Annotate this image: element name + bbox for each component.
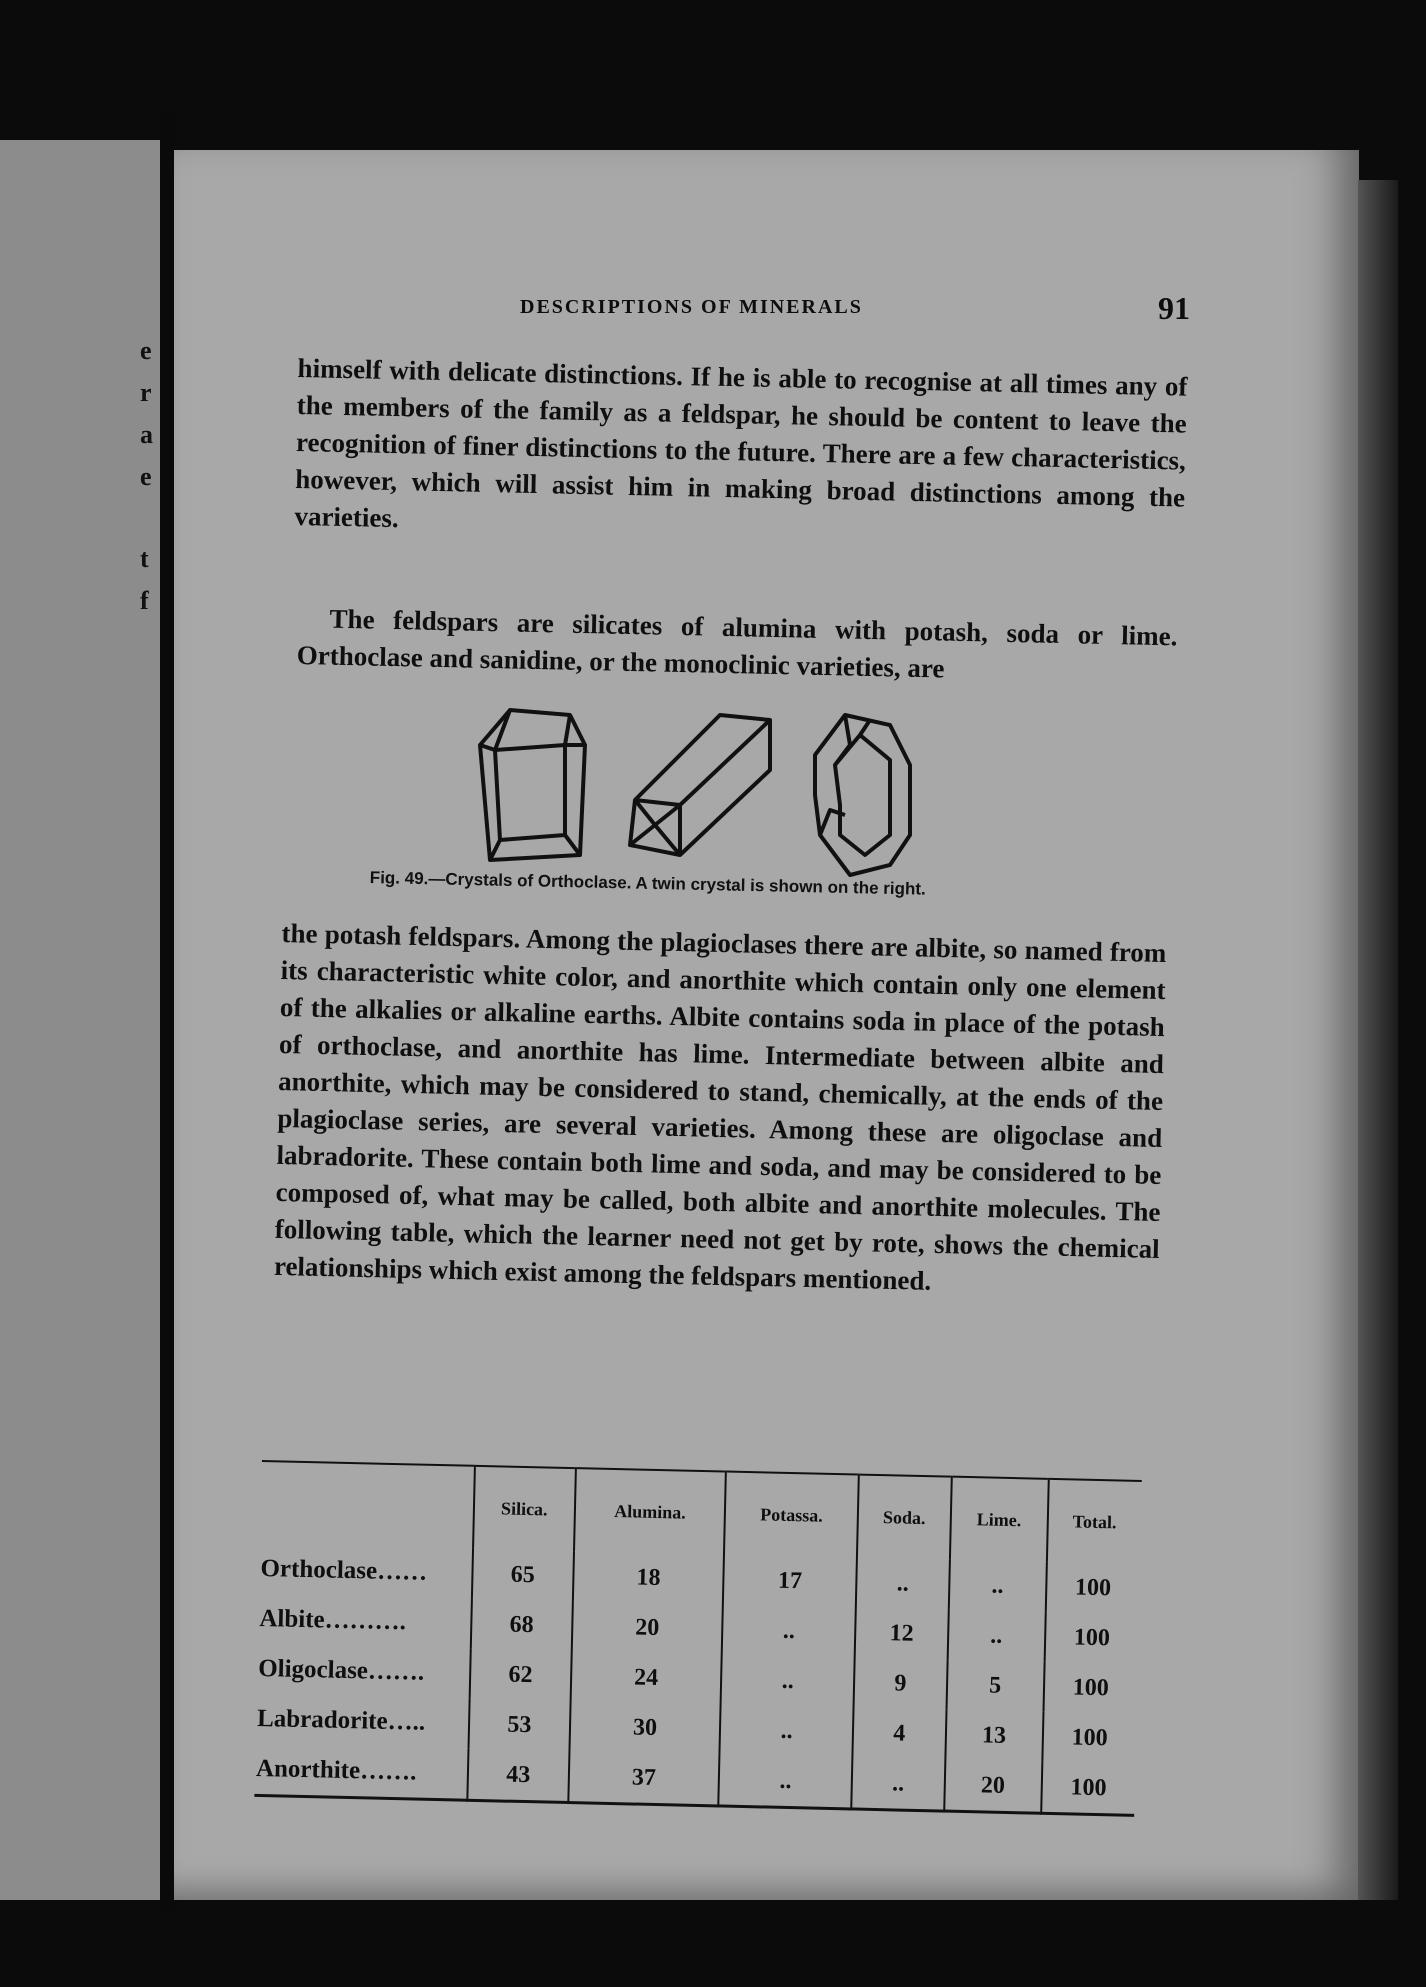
column-header: Lime.: [950, 1477, 1049, 1562]
table-cell: 100: [1045, 1562, 1140, 1614]
table-cell: 12: [855, 1608, 949, 1660]
crystal-1: [480, 710, 585, 860]
table-cell: 18: [573, 1551, 725, 1604]
mineral-name: Labradorite…..: [256, 1704, 426, 1736]
feldspar-composition-table: [254, 1460, 1152, 1840]
table-cell: ..: [856, 1558, 950, 1610]
table-cell: 100: [1044, 1612, 1139, 1664]
table-cell: 68: [471, 1599, 573, 1651]
edge-letter: f: [140, 586, 149, 615]
table-corner: [260, 1461, 475, 1549]
edge-letter: e: [140, 462, 152, 491]
mineral-name: Anorthite…….: [255, 1754, 417, 1786]
table-cell: ..: [722, 1605, 856, 1658]
table-cell: 5: [946, 1660, 1044, 1712]
table-cell: 4: [852, 1707, 946, 1759]
edge-letter: a: [140, 420, 153, 449]
table-cell: 43: [467, 1749, 569, 1803]
edge-letter: t: [140, 544, 149, 573]
table-cell: ..: [949, 1560, 1047, 1612]
paragraph-1: himself with delicate distinctions. If he is able to recognise at all times any of the members of the family as a feldspar, he should be content to leave the recognition of finer distinctions to the future. There are a few characteristics, however, which will assist him in making broad distinctions among the varieties.: [294, 352, 1188, 534]
table-cell: 37: [568, 1751, 720, 1806]
book-gutter: [160, 110, 174, 1910]
page-edge-shadow: [1358, 180, 1398, 1900]
crystal-3-twin: [815, 715, 910, 875]
table-cell: 13: [945, 1710, 1043, 1762]
table-cell: 17: [723, 1555, 857, 1608]
page-header: [290, 290, 1190, 330]
table-cell: 100: [1043, 1662, 1138, 1714]
table-cell: ..: [851, 1757, 945, 1811]
table-cell: 20: [571, 1601, 723, 1654]
paragraph-2: The feldspars are silicates of alumina with potash, soda or lime. Orthoclase and sanidine, or the monoclinic varieties, are: [296, 603, 1178, 684]
column-header: Alumina.: [574, 1468, 726, 1554]
facing-page-letters: [140, 330, 160, 622]
edge-letter: e: [140, 336, 152, 365]
running-head: DESCRIPTIONS OF MINERALS: [520, 296, 863, 318]
table-cell: 53: [469, 1699, 571, 1751]
table-cell: ..: [719, 1754, 853, 1808]
figure-caption: Fig. 49.—Crystals of Orthoclase. A twin crystal is shown on the right.: [369, 868, 926, 899]
crystal-2: [630, 715, 770, 855]
column-header: Silica.: [473, 1466, 576, 1551]
paragraph-3: the potash feldspars. Among the plagioclases there are albite, so named from its characteristic white color, and anorthite which contain only one element of the alkalies or alkaline earths. Albite contains soda in place of the potash of orthoclase, and anorthite has lime. Intermediate between albite and anorthite, which may be considered to stand, chemically, at the ends of the plagioclase series, are several varieties. Among these are oligoclase and labradorite. These contain both lime and soda, and may be considered to be composed of, what may be called, both albite and anorthite molecules. The following table, which the learner need not get by rote, shows the chemical relationships which exist among the feldspars mentioned.: [273, 917, 1167, 1296]
column-header: Potassa.: [724, 1472, 858, 1558]
mineral-name: Albite……….: [259, 1604, 407, 1636]
column-header: Soda.: [857, 1475, 952, 1560]
mineral-name: Oligoclase…….: [257, 1654, 425, 1686]
mineral-name: Orthoclase……: [260, 1554, 428, 1586]
table-cell: 24: [570, 1651, 722, 1704]
table-cell: 20: [944, 1760, 1042, 1814]
facing-page-edge: [0, 140, 168, 1900]
table-cell: 9: [854, 1657, 948, 1709]
table-cell: 30: [569, 1701, 721, 1754]
orthoclase-crystals-drawing: [470, 705, 990, 885]
table-cell: ..: [721, 1654, 855, 1707]
edge-letter: r: [140, 378, 152, 407]
table-cell: ..: [720, 1704, 854, 1757]
table-cell: 100: [1041, 1762, 1136, 1816]
page-number: 91: [1158, 290, 1190, 326]
table-cell: ..: [947, 1610, 1045, 1662]
table-cell: 100: [1042, 1712, 1137, 1764]
table-cell: 62: [470, 1649, 572, 1701]
table-cell: 65: [472, 1549, 574, 1601]
column-header: Total.: [1046, 1479, 1141, 1564]
